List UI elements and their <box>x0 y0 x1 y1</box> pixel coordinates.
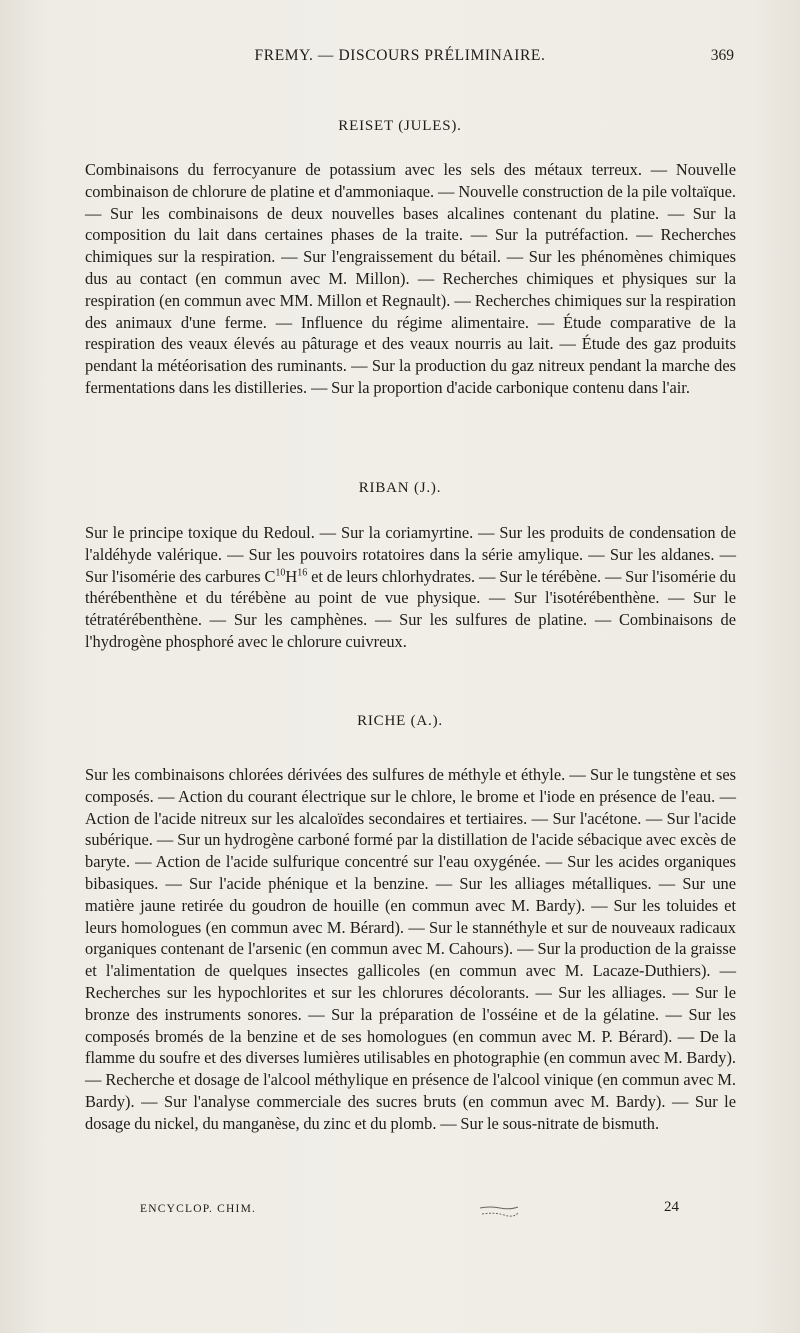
paragraph-riban <box>85 522 736 653</box>
sheet-number: 24 <box>664 1199 679 1215</box>
section-heading-riche: RICHE (A.). <box>357 713 443 729</box>
section-text-riche <box>85 764 736 1135</box>
signature-mark: ENCYCLOP. CHIM. <box>140 1203 257 1215</box>
running-head <box>0 47 800 71</box>
section-text-riban <box>85 522 736 653</box>
formula-c-subscript: 10 <box>275 567 286 579</box>
running-title: FREMY. — DISCOURS PRÉLIMINAIRE. <box>254 47 546 64</box>
paragraph-reiset: Combinaisons du ferrocyanure de potassium avec les sels des métaux terreux. — Nouvelle combinaison de chlorure de platine et d'ammoniaque. — Nouvelle construction de la pile voltaïque. — Sur les combinaisons de deux nouvelles bases alcalines contenant du platine. — Sur la composition du lait dans certaines phases de la traite. — Sur la putréfaction. — Recherches chimiques sur la respiration. — Sur l'engraissement du bétail. — Sur les phénomènes chimiques dus au contact (en commun avec M. Millon). — Recherches chimiques et physiques sur la respiration (en commun avec MM. Millon et Regnault). — Recherches chimiques sur la respiration des animaux d'une ferme. — Influence du régime alimentaire. — Étude comparative de la respiration des veaux élevés au pâturage et des veaux nourris au lait. — Étude des gaz produits pendant la météorisation des ruminants. — Sur la production du gaz nitreux pendant la marche des fermentations dans les distilleries. — Sur la proportion d'acide carbonique contenu dans l'air. <box>85 160 736 397</box>
formula-h-subscript: 16 <box>297 567 308 579</box>
formula-h: H <box>285 566 298 586</box>
page-number: 369 <box>710 47 734 64</box>
section-heading-riban: RIBAN (J.). <box>358 480 442 496</box>
printer-ornament <box>478 1204 520 1218</box>
paragraph-riche: Sur les combinaisons chlorées dérivées des sulfures de méthyle et éthyle. — Sur le tungstène et ses composés. — Action du courant électrique sur le chlore, le brome et l'iode en présence de l'eau. — Action de l'acide nitreux sur les alcaloïdes secondaires et tertiaires. — Sur l'acétone. — Sur l'acide subérique. — Sur un hydrogène carboné formé par la distillation de l'acide sébacique avec excès de baryte. — Action de l'acide sulfurique concentré sur l'eau oxygénée. — Sur les acides organiques bibasiques. — Sur l'acide phénique et la benzine. — Sur les alliages métalliques. — Sur une matière jaune retirée du goudron de houille (en commun avec M. Bardy). — Sur les toluides et leurs homologues (en commun avec M. Bérard). — Sur le stannéthyle et sur de nouveaux radicaux organiques contenant de l'arsenic (en commun avec M. Cahours). — Sur la production de la graisse et l'alimentation de quelques insectes gallicoles (en commun avec M. Lacaze-Duthiers). — Recherches sur les hypochlorites et sur les chlorures décolorants. — Sur les alliages. — Sur le bronze des instruments sonores. — Sur la préparation de l'osséine et de la gélatine. — Sur les composés bromés de la benzine et de ses homologues (en commun avec M. P. Bérard). — De la flamme du soufre et des diverses lumières utilisables en photographie (en commun avec M. Bardy). — Recherche et dosage de l'alcool méthylique en présence de l'alcool vinique (en commun avec M. Bardy). — Sur l'analyse commerciale des sucres bruts (en commun avec M. Bardy). — Sur le dosage du nickel, du manganèse, du zinc et du plomb. — Sur le sous-nitrate de bismuth. <box>85 765 736 1133</box>
section-text-reiset <box>85 159 736 399</box>
riban-text-after: et de leurs chlorhydrates. — Sur le térébène. — Sur l'isomérie du thérébenthène et du térébène au point de vue physique. — Sur l'isotérébenthène. — Sur le tétratérébenthène. — Sur les camphènes. — Sur les sulfures de platine. — Combinaisons de l'hydrogène phosphoré avec le chlorure cuivreux. <box>85 566 736 651</box>
riban-text-before: Sur le principe toxique du Redoul. — Sur la coriamyrtine. — Sur les produits de condensation de l'aldéhyde valérique. — Sur les pouvoirs rotatoires dans la série amylique. — Sur les aldanes. — Sur l'isomérie des carbures C <box>85 523 736 586</box>
section-heading-reiset: REISET (JULES). <box>338 118 462 134</box>
